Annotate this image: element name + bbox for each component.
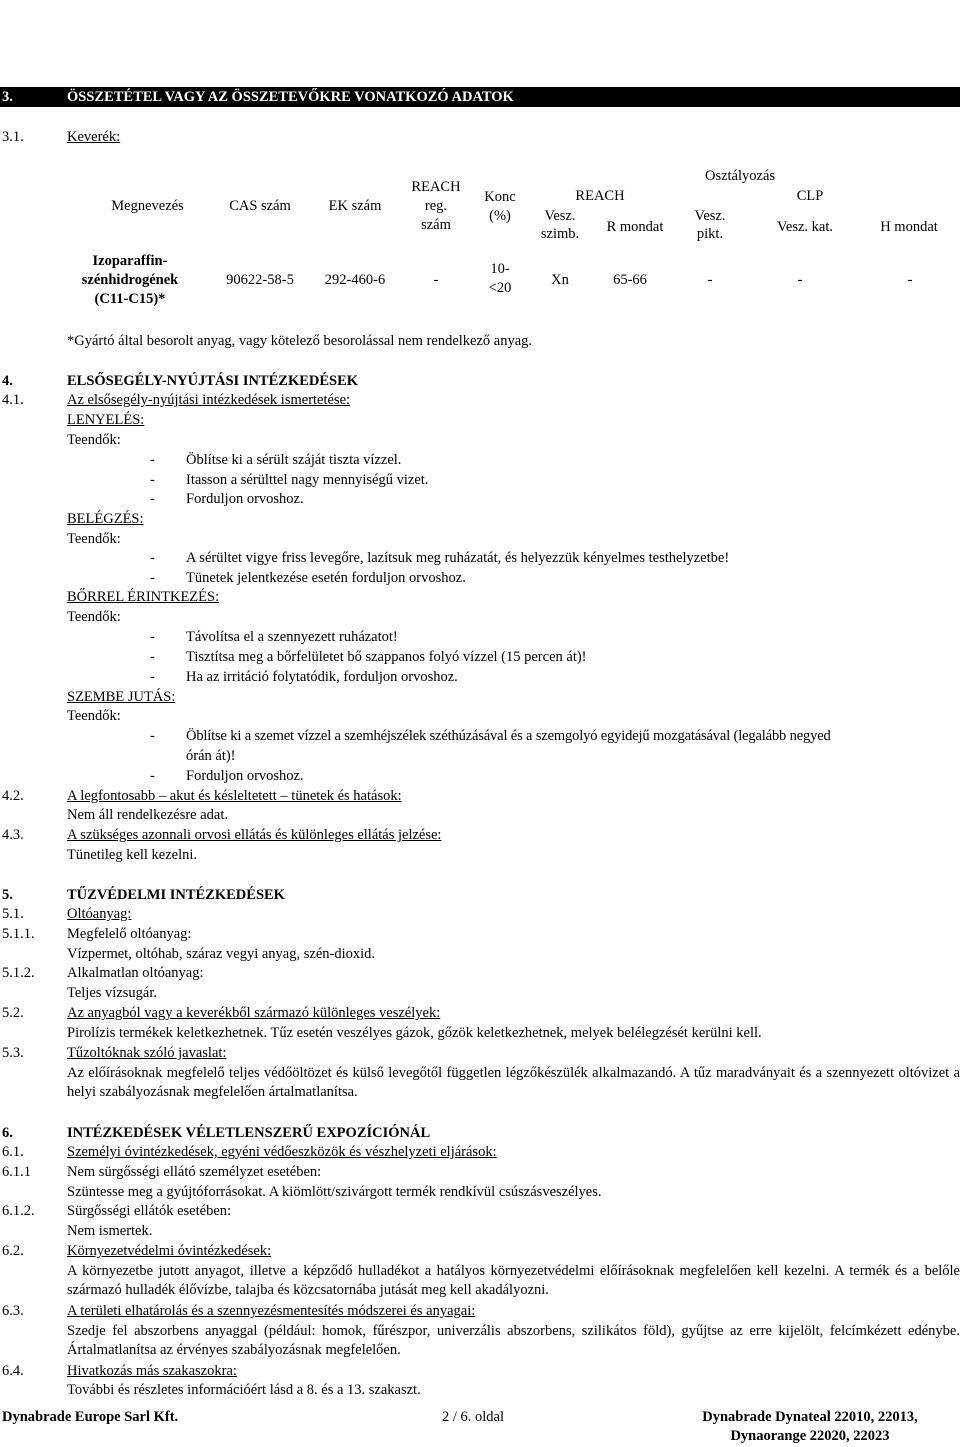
table-footnote: *Gyártó által besorolt anyag, vagy kötelező besorolással nem rendelkező anyag. [67, 333, 533, 349]
col-reach-header-3: szám [421, 217, 451, 233]
section-5-1-1-title: Megfelelő oltóanyag: [67, 926, 192, 942]
section-5-1-1-text: Vízpermet, oltóhab, száraz vegyi anyag, szén-dioxid. [67, 946, 376, 962]
section-6-1-1-number: 6.1.1 [2, 1164, 31, 1180]
section-5-3-text: Az előírásoknak megfelelő teljes védőöltözet és külső levegőtől független légzőkészülék alkalmazandó. A tűz maradványait és a szennyezett oltóvizet a helyi szabályozásnak megfelelően ártalmatlanítsa. [67, 1065, 960, 1100]
h-phrase-value: - [907, 272, 913, 288]
bullet-dash: - [150, 550, 155, 566]
inhalation-heading: BELÉGZÉS: [67, 511, 144, 527]
section-6-4-number: 6.4. [2, 1363, 24, 1379]
skin-action-3: Ha az irritáció folytatódik, forduljon orvoshoz. [186, 669, 458, 685]
section-4-1-title: Az elsősegély-nyújtási intézkedések ismertetése: [67, 392, 351, 408]
version-number: Verziószám: 1 [2, 39, 88, 55]
section-6-3-title: A területi elhatárolás és a szennyezésmentesítés módszerei és anyagai: [67, 1303, 476, 1319]
eye-actions-label: Teendők: [67, 708, 121, 724]
eye-action-1b: órán át)! [186, 748, 236, 764]
created-date: Elkészítés időpontja: 2012. június 29. [2, 1, 228, 17]
inhalation-action-1: A sérültet vigye friss levegőre, lazítsuk meg ruházatát, és helyezzük kényelmes testhelyzetbe! [186, 550, 730, 566]
section-3-title: ÖSSZETÉTEL VAGY AZ ÖSSZETEVŐKRE VONATKOZÓ ADATOK [67, 89, 514, 105]
section-6-2-text: A környezetbe jutott anyagot, illetve a képződő hulladékot a hatályos környezetvédelmi előírásoknak megfelelően kell kezelni. A termék és a belőle származó hulladék élővízbe, talajba és közcsatornába jutását meg kell akadályozni. [67, 1263, 960, 1298]
col-cas-header: CAS szám [229, 198, 291, 214]
col-symb-header-2: szimb. [540, 226, 580, 242]
review-date: Felülvizsgálat időpontja: - [2, 20, 160, 36]
footer-company: Dynabrade Europe Sarl Kft. [2, 1409, 179, 1425]
ek-value: 292-460-6 [324, 272, 386, 288]
bullet-dash: - [150, 629, 155, 645]
section-6-2-number: 6.2. [2, 1243, 24, 1259]
bullet-dash: - [150, 649, 155, 665]
substance-name-2: szénhidrogének [81, 272, 179, 288]
col-pikt-header-2: pikt. [696, 226, 724, 242]
ingestion-action-3: Forduljon orvoshoz. [186, 491, 304, 507]
section-5-1-2-title: Alkalmatlan oltóanyag: [67, 965, 204, 981]
col-kat-header: Vesz. kat. [777, 219, 833, 235]
symbol-value: Xn [551, 272, 569, 288]
pictogram-value: - [707, 272, 713, 288]
section-4-title: ELSŐSEGÉLY-NYÚJTÁSI INTÉZKEDÉSEK [67, 373, 359, 389]
konc-value-1: 10- [490, 261, 510, 277]
col-konc-header-1: Konc [484, 189, 516, 205]
inhalation-action-2: Tünetek jelentkezése esetén forduljon orvoshoz. [186, 570, 466, 586]
col-clp-group-header: CLP [796, 188, 824, 204]
section-5-number: 5. [2, 887, 13, 903]
col-hmondat-header: H mondat [880, 219, 938, 235]
section-6-1-2-title: Sürgősségi ellátók esetében: [67, 1203, 232, 1219]
section-5-1-2-number: 5.1.2. [2, 965, 35, 981]
bullet-dash: - [150, 768, 155, 784]
section-4-3-number: 4.3. [2, 827, 24, 843]
section-5-1-number: 5.1. [2, 906, 24, 922]
col-reach-header-1: REACH [411, 179, 461, 195]
cas-value: 90622-58-5 [226, 272, 294, 288]
col-reach-group-header: REACH [575, 188, 625, 204]
inhalation-actions-label: Teendők: [67, 531, 121, 547]
col-symb-header-1: Vesz. [544, 208, 576, 224]
bullet-dash: - [150, 669, 155, 685]
section-4-3-text: Tünetileg kell kezelni. [67, 847, 198, 863]
section-4-3-title: A szükséges azonnali orvosi ellátás és különleges ellátás jelzése: [67, 827, 442, 843]
section-5-2-number: 5.2. [2, 1005, 24, 1021]
bullet-dash: - [150, 472, 155, 488]
category-value: - [797, 272, 803, 288]
col-class-header: Osztályozás [704, 168, 776, 184]
section-6-3-number: 6.3. [2, 1303, 24, 1319]
eye-contact-heading: SZEMBE JUTÁS: [67, 689, 176, 705]
r-phrase-value: 65-66 [613, 272, 647, 288]
ingestion-heading: LENYELÉS: [67, 412, 145, 428]
bullet-dash: - [150, 570, 155, 586]
substance-name-1: Izoparaffin- [92, 253, 168, 269]
section-5-3-number: 5.3. [2, 1045, 24, 1061]
section-6-4-title: Hivatkozás más szakaszokra: [67, 1363, 237, 1379]
section-4-number: 4. [2, 373, 13, 389]
section-3-1-number: 3.1. [2, 129, 24, 145]
section-6-title: INTÉZKEDÉSEK VÉLETLENSZERŰ EXPOZÍCIÓNÁL [67, 1125, 431, 1141]
col-name-header: Megnevezés [111, 198, 184, 214]
section-3-number: 3. [2, 89, 13, 105]
eye-action-1a: Öblítse ki a szemet vízzel a szemhéjszélek széthúzásával és a szemgolyó egyidejű mozgatásával (legalább negyed [186, 728, 831, 744]
col-pikt-header-1: Vesz. [694, 208, 726, 224]
section-6-1-number: 6.1. [2, 1144, 24, 1160]
section-5-1-2-text: Teljes vízsugár. [67, 985, 157, 1001]
bullet-dash: - [150, 491, 155, 507]
section-5-1-title: Oltóanyag: [67, 906, 132, 922]
skin-actions-label: Teendők: [67, 609, 121, 625]
section-3-1-title: Keverék: [67, 129, 121, 145]
section-6-1-1-text: Szüntesse meg a gyújtóforrásokat. A kiömlött/szivárgott termék rendkívül csúszásveszélyes. [67, 1184, 602, 1200]
section-6-4-text: További és részletes információért lásd a 8. és a 13. szakaszt. [67, 1382, 421, 1398]
section-6-number: 6. [2, 1125, 13, 1141]
source-url: http://www.biztonsagiadatlap.hu [757, 20, 952, 36]
section-6-3-text: Szedje fel abszorbens anyaggal (például: homok, fűrészpor, univerzális abszorbens, szilikátos föld), gyűjtse az erre kijelölt, felcímkézett edénybe. Ártalmatlanítsa az érvényes szabályozásnak megfelelően. [67, 1323, 960, 1358]
col-konc-header-2: (%) [489, 208, 511, 224]
ingestion-action-1: Öblítse ki a sérült száját tiszta vízzel. [186, 452, 402, 468]
reach-value: - [433, 272, 439, 288]
section-4-2-number: 4.2. [2, 788, 24, 804]
section-4-2-title: A legfontosabb – akut és késleltetett – tünetek és hatások: [67, 788, 402, 804]
section-4-1-number: 4.1. [2, 392, 24, 408]
footer-product-1: Dynabrade Dynateal 22010, 22013, [702, 1409, 918, 1425]
section-6-1-1-title: Nem sürgősségi ellátó személyzet esetében: [67, 1164, 322, 1180]
section-5-2-title: Az anyagból vagy a keverékből származó különleges veszélyek: [67, 1005, 441, 1021]
col-rmondat-header: R mondat [606, 219, 664, 235]
section-6-1-2-number: 6.1.2. [2, 1203, 35, 1219]
col-reach-header-2: reg. [424, 198, 448, 214]
footer-product-2: Dynaorange 22020, 22023 [730, 1428, 890, 1444]
ingestion-action-2: Itasson a sérülttel nagy mennyiségű vizet. [186, 472, 429, 488]
bullet-dash: - [150, 728, 155, 744]
bullet-dash: - [150, 452, 155, 468]
skin-action-1: Távolítsa el a szennyezett ruházatot! [186, 629, 398, 645]
skin-action-2: Tisztítsa meg a bőrfelületet bő szappanos folyó vízzel (15 percen át)! [186, 649, 587, 665]
substance-name-3: (C11-C15)* [94, 291, 166, 307]
section-5-title: TŰZVÉDELMI INTÉZKEDÉSEK [67, 887, 285, 903]
col-ek-header: EK szám [328, 198, 382, 214]
section-6-1-2-text: Nem ismertek. [67, 1223, 153, 1239]
section-6-2-title: Környezetvédelmi óvintézkedések: [67, 1243, 272, 1259]
section-5-1-1-number: 5.1.1. [2, 926, 35, 942]
ingestion-actions-label: Teendők: [67, 432, 121, 448]
section-4-2-text: Nem áll rendelkezésre adat. [67, 807, 229, 823]
section-5-3-title: Tűzoltóknak szóló javaslat: [67, 1045, 227, 1061]
footer-page-number: 2 / 6. oldal [442, 1409, 505, 1425]
section-5-2-text: Pirolízis termékek keletkezhetnek. Tűz esetén veszélyes gázok, gőzök keletkezhetnek, melyek belélegzését kerülni kell. [67, 1025, 762, 1041]
eye-action-2: Forduljon orvoshoz. [186, 768, 304, 784]
skin-contact-heading: BŐRREL ÉRINTKEZÉS: [67, 589, 220, 605]
section-6-1-title: Személyi óvintézkedések, egyéni védőeszközök és vészhelyzeti eljárások: [67, 1144, 497, 1160]
konc-value-2: <20 [488, 280, 512, 296]
